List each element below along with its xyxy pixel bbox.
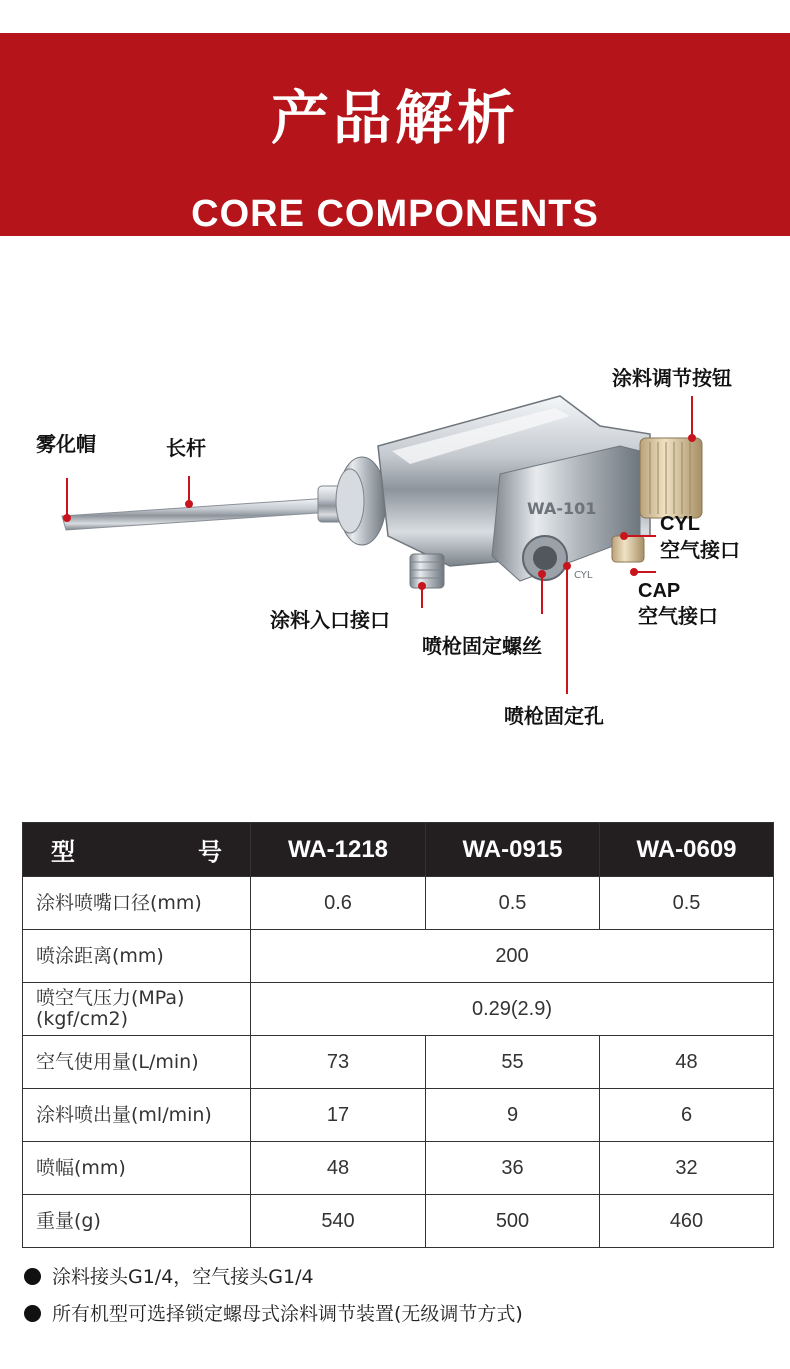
table-cell-merged: 200 (251, 930, 774, 983)
note-text: 涂料接头G1/4，空气接头G1/4 (52, 1266, 314, 1288)
front-nut (336, 457, 386, 545)
callout-paint-inlet: 涂料入口接口 (270, 608, 390, 632)
model-header-char-1: 型 (51, 838, 75, 866)
note-item (22, 1262, 782, 1299)
table-row (23, 1036, 774, 1089)
callout-cap-port: 空气接口 (638, 604, 718, 628)
table-cell: 48 (600, 1036, 774, 1089)
row-label (23, 983, 251, 1036)
table-header-row (23, 823, 774, 877)
column-header: WA-0609 (600, 823, 774, 877)
callout-mount-screw: 喷枪固定螺丝 (422, 634, 542, 658)
paint-knob (640, 438, 702, 518)
page-subtitle: CORE COMPONENTS (191, 193, 599, 235)
note-item (22, 1299, 782, 1336)
bullet-icon (24, 1305, 41, 1322)
table-cell: 73 (251, 1036, 426, 1089)
product-diagram (0, 236, 790, 796)
gun-body (378, 396, 650, 581)
table-row (23, 1195, 774, 1248)
table-cell: 0.5 (426, 877, 600, 930)
table-cell: 55 (426, 1036, 600, 1089)
model-header-char-2: 号 (198, 838, 222, 866)
callout-cap-label: CAP (638, 580, 681, 602)
callout-mount-hole: 喷枪固定孔 (504, 704, 604, 728)
table-cell-merged: 0.29(2.9) (251, 983, 774, 1036)
table-cell: 500 (426, 1195, 600, 1248)
row-label: 空气使用量(L/min) (23, 1036, 251, 1089)
table-cell: 9 (426, 1089, 600, 1142)
row-label: 喷幅(mm) (23, 1142, 251, 1195)
cyl-marking: CYL (574, 570, 593, 581)
table-cell: 0.5 (600, 877, 774, 930)
callout-atomizer-cap: 雾化帽 (36, 432, 96, 456)
table-cell: 460 (600, 1195, 774, 1248)
bullet-icon (24, 1268, 41, 1285)
table-cell: 540 (251, 1195, 426, 1248)
callout-long-rod: 长杆 (166, 436, 206, 460)
row-label: 重量(g) (23, 1195, 251, 1248)
table-row (23, 930, 774, 983)
table-row (23, 983, 774, 1036)
paint-inlet-fitting (410, 554, 444, 588)
table-cell: 6 (600, 1089, 774, 1142)
column-header: WA-1218 (251, 823, 426, 877)
callout-cyl-port: 空气接口 (660, 538, 740, 562)
row-label: 涂料喷嘴口径(mm) (23, 877, 251, 930)
row-label-line-1: 喷空气压力(MPa) (36, 987, 185, 1009)
row-label: 涂料喷出量(ml/min) (23, 1089, 251, 1142)
callout-cyl-label: CYL (660, 513, 700, 535)
table-cell: 36 (426, 1142, 600, 1195)
row-label: 喷涂距离(mm) (23, 930, 251, 983)
callout-paint-knob: 涂料调节按钮 (612, 366, 732, 390)
table-cell: 17 (251, 1089, 426, 1142)
table-row (23, 1089, 774, 1142)
table-row (23, 1142, 774, 1195)
page-title: 产品解析 (270, 84, 519, 152)
header-banner (0, 33, 790, 236)
column-header: WA-0915 (426, 823, 600, 877)
table-cell: 0.6 (251, 877, 426, 930)
model-header (23, 823, 251, 877)
long-rod (62, 486, 342, 530)
table-cell: 32 (600, 1142, 774, 1195)
row-label-line-2: (kgf/cm2) (36, 1008, 129, 1030)
note-text: 所有机型可选择锁定螺母式涂料调节装置(无级调节方式) (52, 1303, 523, 1325)
body-marking: WA-101 (527, 499, 597, 518)
notes-list (22, 1262, 782, 1336)
air-fittings (612, 536, 644, 562)
spec-table (22, 822, 774, 1248)
table-cell: 48 (251, 1142, 426, 1195)
table-row (23, 877, 774, 930)
